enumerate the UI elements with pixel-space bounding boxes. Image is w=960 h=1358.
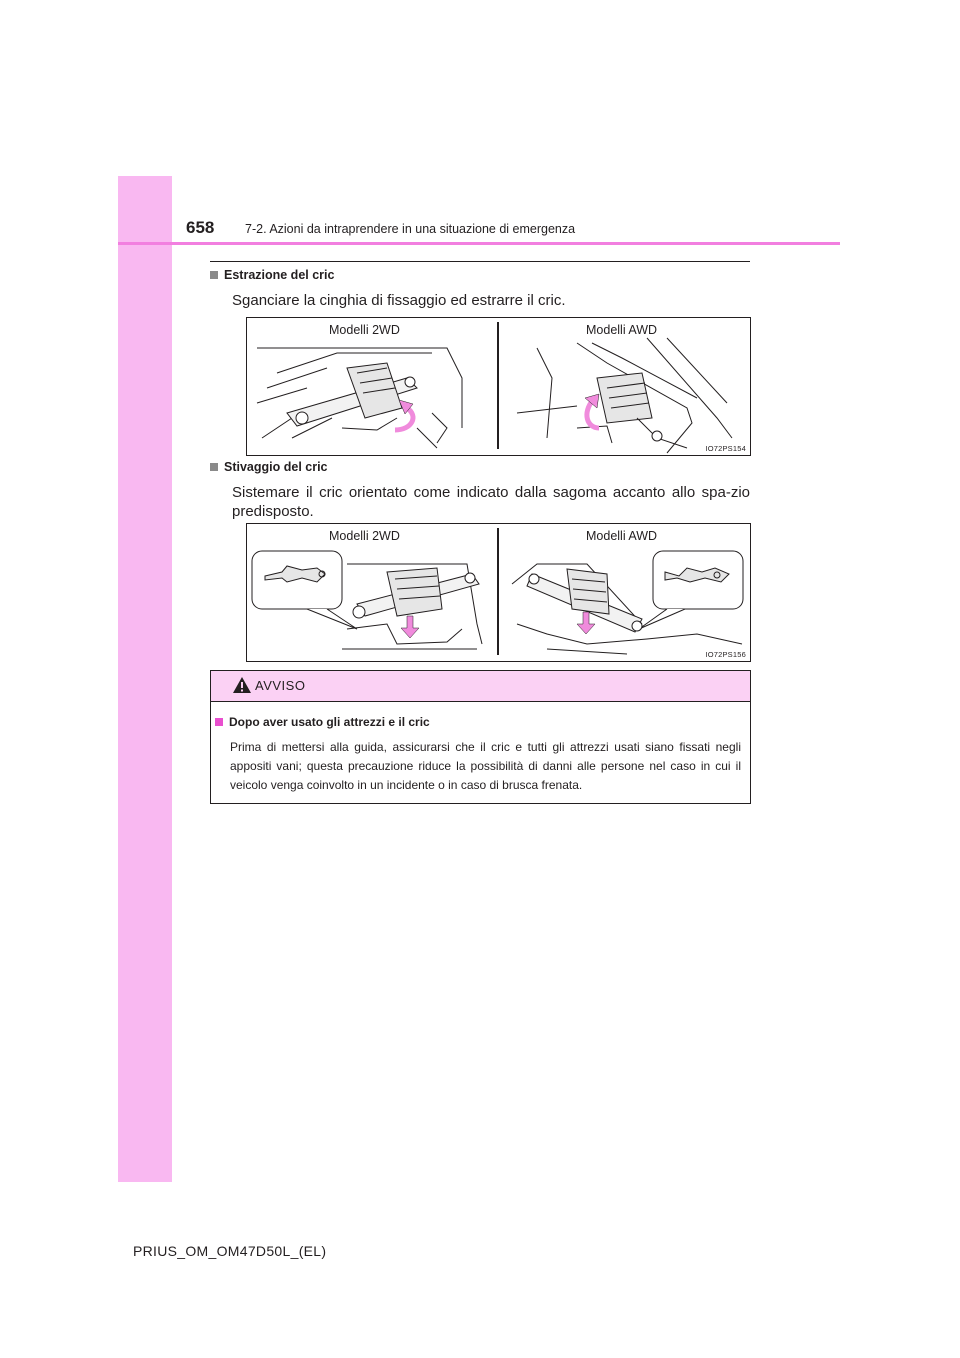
page-number: 658 bbox=[186, 218, 215, 237]
square-bullet-icon bbox=[210, 271, 218, 279]
section-divider bbox=[210, 261, 750, 262]
figure-label-awd: Modelli AWD bbox=[586, 529, 658, 543]
square-bullet-icon bbox=[210, 463, 218, 471]
header-rule bbox=[118, 242, 840, 245]
document-id-footer: PRIUS_OM_OM47D50L_(EL) bbox=[133, 1243, 327, 1259]
figure-jack-storage bbox=[246, 523, 751, 662]
figure-code: IO72PS154 bbox=[705, 444, 746, 453]
section-heading-text: Stivaggio del cric bbox=[224, 460, 328, 474]
chapter-title: 7-2. Azioni da intraprendere in una situazione di emergenza bbox=[245, 222, 576, 236]
instruction-jack-removal: Sganciare la cinghia di fissaggio ed estrarre il cric. bbox=[232, 292, 566, 309]
figure-code: IO72PS156 bbox=[705, 650, 746, 659]
figure-jack-removal bbox=[246, 317, 751, 456]
instruction-jack-storage: Sistemare il cric orientato come indicato dalla sagoma accanto allo spa-zio predisposto. bbox=[232, 484, 750, 520]
warning-subheading-text: Dopo aver usato gli attrezzi e il cric bbox=[229, 715, 430, 729]
square-bullet-icon bbox=[215, 718, 223, 726]
figure-label-2wd: Modelli 2WD bbox=[329, 323, 400, 337]
warning-header bbox=[211, 671, 750, 702]
warning-triangle-icon bbox=[232, 676, 252, 694]
figure-label-2wd: Modelli 2WD bbox=[329, 529, 400, 543]
section-heading-jack-removal bbox=[210, 268, 334, 282]
section-heading-jack-storage bbox=[210, 460, 328, 474]
figure-label-awd: Modelli AWD bbox=[586, 323, 658, 337]
warning-box bbox=[210, 670, 751, 804]
warning-title: AVVISO bbox=[255, 678, 306, 693]
section-heading-text: Estrazione del cric bbox=[224, 268, 335, 282]
figure-divider bbox=[497, 528, 499, 655]
warning-text: Prima di mettersi alla guida, assicurarsi che il cric e tutti gli attrezzi usati siano fissati negli appositi vani; questa precauzione riduce la possibilità di danni alle persone nel caso in cui il veicolo venga coinvolto in un incidente o in caso di brusca frenata. bbox=[230, 740, 741, 792]
side-color-band bbox=[118, 176, 172, 1182]
warning-subheading bbox=[215, 715, 430, 729]
figure-divider bbox=[497, 322, 499, 449]
